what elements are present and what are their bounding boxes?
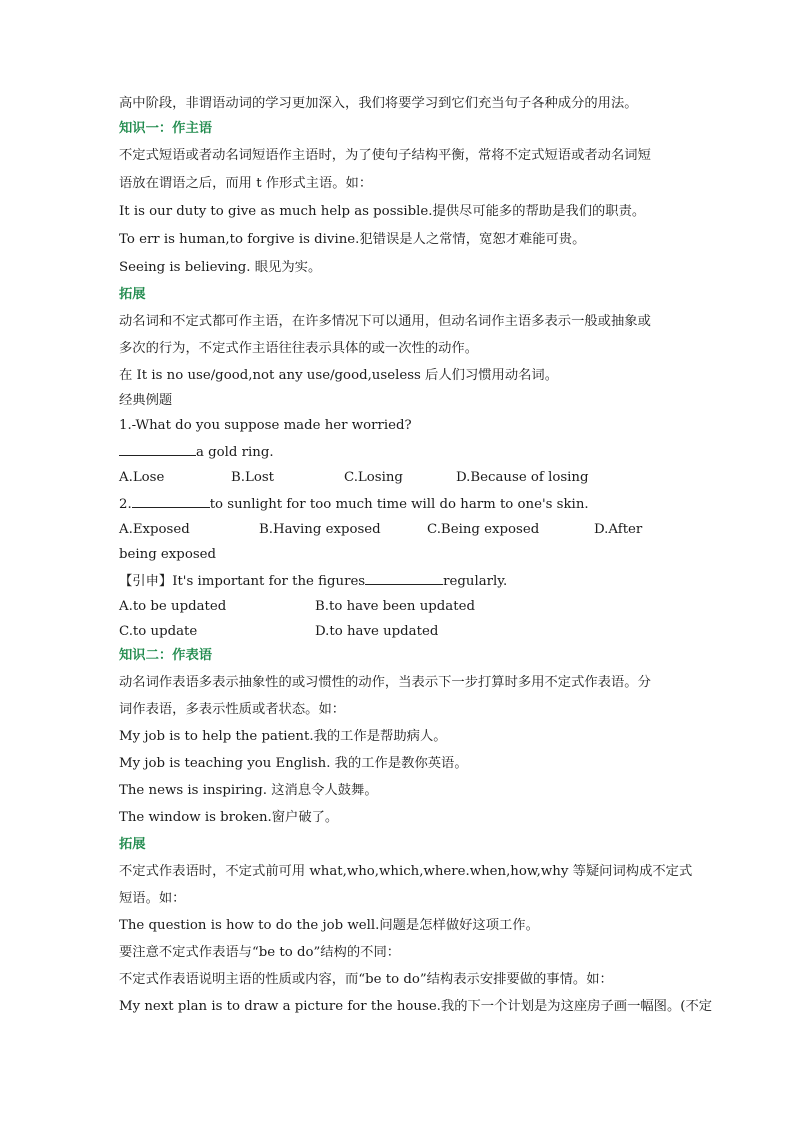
option-d: D.to have updated [315,624,439,639]
question-3-options-row-1 [119,598,679,616]
paragraph: 不定式短语或者动名词短语作主语时，为了使句子结构平衡，常将不定式短语或者动名词短 [119,148,651,163]
option-a: A.Lose [119,470,165,485]
paragraph: 动名词和不定式都可作主语，在许多情况下可以通用，但动名词作主语多表示一般或抽象或 [119,314,651,329]
option-d: D.After [594,522,643,537]
question-1-stem: 1.-What do you suppose made her worried? [119,418,412,433]
option-b: B.Lost [231,470,275,485]
option-b: B.Having exposed [259,522,381,537]
paragraph: 短语。如： [119,891,186,906]
section-title-extension-2: 拓展 [119,837,146,852]
paragraph: 不定式作表语说明主语的性质或内容，而“be to do”结构表示安排要做的事情。如： [119,972,613,987]
option-b: B.to have been updated [315,599,475,614]
example-sentence: The window is broken.窗户破了。 [119,810,339,825]
option-a: A.to be updated [119,599,227,614]
option-a: A.Exposed [119,522,190,537]
answer-tail: a gold ring. [196,445,274,460]
paragraph: 在 It is no use/good,not any use/good,useless 后人们习惯用动名词。 [119,368,559,383]
section-title-subject: 知识一：作主语 [119,121,213,136]
paragraph: 语放在谓语之后，而用 t 作形式主语。如： [119,176,373,191]
paragraph: 多次的行为，不定式作主语往往表示具体的或一次性的动作。 [119,341,479,356]
document-content [119,95,713,1016]
section-title-extension: 拓展 [119,287,146,302]
answer-blank [365,571,443,585]
question-1-answer-line [119,442,679,462]
extension-tag: 【引申】 [119,574,173,589]
option-c: C.Being exposed [427,522,540,537]
question-number: 2. [119,497,132,512]
example-sentence: My next plan is to draw a picture for the house.我的下一个计划是为这座房子画一幅图。(不定 [119,999,713,1014]
question-3-options-row-2 [119,623,679,641]
question-1-options [119,469,679,487]
example-sentence: It is our duty to give as much help as possible.提供尽可能多的帮助是我们的职责。 [119,204,646,219]
question-2-stem [119,494,679,514]
example-sentence: The question is how to do the job well.问题是怎样做好这项工作。 [119,918,539,933]
option-c: C.to update [119,624,198,639]
paragraph: 不定式作表语时，不定式前可用 what,who,which,where.when,how,why 等疑问词构成不定式 [119,864,693,879]
example-sentence: My job is to help the patient.我的工作是帮助病人。 [119,729,447,744]
intro-text: 高中阶段，非谓语动词的学习更加深入，我们将要学习到它们充当句子各种成分的用法。 [119,96,638,111]
examples-heading: 经典例题 [119,393,173,408]
section-title-predicative: 知识二：作表语 [119,648,213,663]
example-sentence: Seeing is believing. 眼见为实。 [119,260,322,275]
question-2-option-wrap: being exposed [119,547,217,562]
answer-blank [119,442,196,456]
option-c: C.Losing [344,470,403,485]
example-sentence: To err is human,to forgive is divine.犯错误是人之常情，宽恕才难能可贵。 [119,232,586,247]
question-2-stem-tail: to sunlight for too much time will do harm to one's skin. [209,497,589,512]
paragraph: 词作表语，多表示性质或者状态。如： [119,702,346,717]
answer-blank [132,494,210,508]
question-3-stem-tail: regularly. [443,574,508,589]
question-3-stem-text: It's important for the figures [172,574,366,589]
example-sentence: The news is inspiring. 这消息令人鼓舞。 [119,783,378,798]
question-3-stem [119,571,679,591]
paragraph: 要注意不定式作表语与“be to do”结构的不同： [119,945,401,960]
example-sentence: My job is teaching you English. 我的工作是教你英语。 [119,756,468,771]
question-2-options [119,521,679,539]
paragraph: 动名词作表语多表示抽象性的或习惯性的动作，当表示下一步打算时多用不定式作表语。分 [119,675,651,690]
option-d: D.Because of losing [456,470,589,485]
